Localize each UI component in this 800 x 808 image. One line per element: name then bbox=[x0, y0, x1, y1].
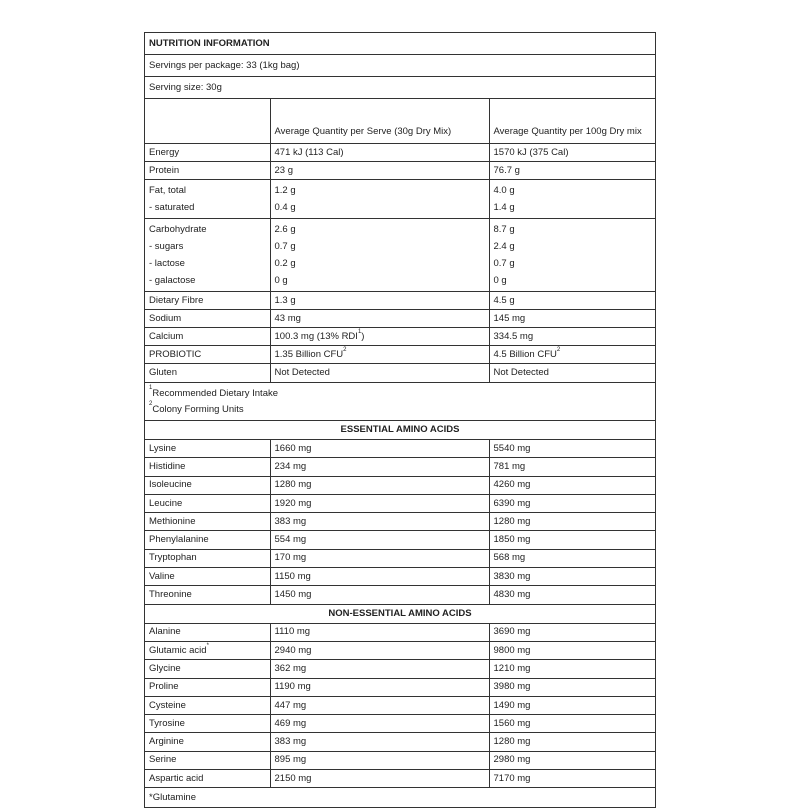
header-blank bbox=[145, 99, 270, 144]
per-100g-value: 4830 mg bbox=[489, 586, 655, 604]
nutrient-name: Glutamic acid* bbox=[145, 641, 270, 659]
table-row bbox=[145, 494, 655, 512]
per-serve-value: 383 mg bbox=[270, 733, 489, 751]
per-100g-value: 2.4 g bbox=[493, 241, 515, 252]
glutamine-note: *Glutamine bbox=[145, 788, 655, 808]
superscript: 1 bbox=[149, 384, 153, 391]
per-serve-value: 1280 mg bbox=[270, 476, 489, 494]
table-row bbox=[145, 641, 655, 659]
per-100g-value: 1490 mg bbox=[489, 696, 655, 714]
nutrient-name: Arginine bbox=[145, 733, 270, 751]
per-serve-value: 1450 mg bbox=[270, 586, 489, 604]
nutrition-table bbox=[145, 33, 655, 807]
table-row bbox=[145, 364, 655, 383]
superscript: 2 bbox=[343, 346, 347, 353]
per-100g-value: 334.5 mg bbox=[489, 328, 655, 346]
per-100g-value: 5540 mg bbox=[489, 440, 655, 458]
essential-amino-acids-title: ESSENTIAL AMINO ACIDS bbox=[145, 421, 655, 440]
table-row bbox=[145, 531, 655, 549]
per-100g-value: 1280 mg bbox=[489, 513, 655, 531]
per-100g-value: 568 mg bbox=[489, 549, 655, 567]
per-100g-value: 3690 mg bbox=[489, 623, 655, 641]
title-row bbox=[145, 33, 655, 55]
nutrient-name: - galactose bbox=[149, 275, 196, 286]
superscript: 2 bbox=[149, 400, 153, 407]
superscript: 2 bbox=[556, 346, 561, 353]
nutrient-name: Threonine bbox=[145, 586, 270, 604]
per-100g-value: 1850 mg bbox=[489, 531, 655, 549]
column-header-row bbox=[145, 99, 655, 144]
per-serve-value: 1.3 g bbox=[270, 292, 489, 310]
table-row bbox=[145, 440, 655, 458]
per-serve-value: 469 mg bbox=[270, 715, 489, 733]
per-serve-value: 2.6 g bbox=[274, 224, 296, 235]
nutrient-name: Methionine bbox=[145, 513, 270, 531]
per-100g-value: 781 mg bbox=[489, 458, 655, 476]
per-100g-value: 9800 mg bbox=[489, 641, 655, 659]
per-100g-value: 4.5 g bbox=[489, 292, 655, 310]
nutrient-name: Phenylalanine bbox=[145, 531, 270, 549]
superscript: 1 bbox=[357, 328, 362, 335]
nutrient-name: Dietary Fibre bbox=[145, 292, 270, 310]
per-100g-value: Not Detected bbox=[489, 364, 655, 383]
nutrient-name: - sugars bbox=[149, 241, 184, 252]
per-serve-value: 1150 mg bbox=[270, 568, 489, 586]
servings-per-package: Servings per package: 33 (1kg bag) bbox=[145, 55, 655, 77]
header-per-serve: Average Quantity per Serve (30g Dry Mix) bbox=[270, 99, 489, 144]
table-row bbox=[145, 770, 655, 788]
nutrient-name: Cysteine bbox=[145, 696, 270, 714]
nutrient-name: - saturated bbox=[149, 202, 195, 213]
per-serve-value: 170 mg bbox=[270, 549, 489, 567]
nutrient-name: Fat, total bbox=[149, 185, 186, 196]
per-100g-value: 1560 mg bbox=[489, 715, 655, 733]
per-serve-value: 2150 mg bbox=[270, 770, 489, 788]
per-100g-value: 3830 mg bbox=[489, 568, 655, 586]
table-row bbox=[145, 162, 655, 180]
per-100g-value: 8.7 g bbox=[493, 224, 515, 235]
per-serve-value: 23 g bbox=[270, 162, 489, 180]
per-serve-value: 234 mg bbox=[270, 458, 489, 476]
table-row bbox=[145, 568, 655, 586]
table-row bbox=[145, 586, 655, 604]
serving-size: Serving size: 30g bbox=[145, 77, 655, 99]
glutamine-note-row bbox=[145, 788, 655, 808]
per-100g-value: 1210 mg bbox=[489, 660, 655, 678]
nutrient-names bbox=[145, 219, 270, 292]
nutrient-name: Calcium bbox=[145, 328, 270, 346]
superscript: * bbox=[206, 642, 209, 649]
per-100g-value: 76.7 g bbox=[489, 162, 655, 180]
nutrient-name: Proline bbox=[145, 678, 270, 696]
table-row bbox=[145, 733, 655, 751]
nutrient-name: Glycine bbox=[145, 660, 270, 678]
per-serve-value: 0.7 g bbox=[274, 241, 296, 252]
per-100g-value: 4.0 g bbox=[493, 185, 515, 196]
per-serve-value: 383 mg bbox=[270, 513, 489, 531]
per-100g-value: 7170 mg bbox=[489, 770, 655, 788]
non-essential-amino-acids-title: NON-ESSENTIAL AMINO ACIDS bbox=[145, 604, 655, 623]
per-serve-value: 447 mg bbox=[270, 696, 489, 714]
table-row bbox=[145, 513, 655, 531]
nutrient-name: Protein bbox=[145, 162, 270, 180]
footnote: $^2$Colony Forming Units bbox=[149, 400, 244, 415]
per-100g-value: 1.4 g bbox=[493, 202, 515, 213]
per-100g-values bbox=[489, 219, 655, 292]
per-serve-value: 1.35 Billion CFU$^2$ bbox=[270, 346, 489, 364]
per-serve-value: 362 mg bbox=[270, 660, 489, 678]
table-row bbox=[145, 292, 655, 310]
carb-group-row bbox=[145, 219, 655, 292]
table-row bbox=[145, 715, 655, 733]
non-essential-amino-acids-title-row bbox=[145, 604, 655, 623]
nutrient-name: Serine bbox=[145, 751, 270, 769]
per-100g-value: 3980 mg bbox=[489, 678, 655, 696]
per-serve-value: 2940 mg bbox=[270, 641, 489, 659]
table-row bbox=[145, 751, 655, 769]
nutrition-panel bbox=[144, 32, 656, 808]
nutrient-name: Tyrosine bbox=[145, 715, 270, 733]
per-100g-value: 1570 kJ (375 Cal) bbox=[489, 144, 655, 162]
nutrient-name: Energy bbox=[145, 144, 270, 162]
per-100g-value: 4260 mg bbox=[489, 476, 655, 494]
per-100g-value: 1280 mg bbox=[489, 733, 655, 751]
per-serve-value: 1660 mg bbox=[270, 440, 489, 458]
nutrient-name: Aspartic acid bbox=[145, 770, 270, 788]
header-per-100g: Average Quantity per 100g Dry mix bbox=[489, 99, 655, 144]
nutrient-name: Isoleucine bbox=[145, 476, 270, 494]
footnote: $^1$Recommended Dietary Intake bbox=[149, 384, 279, 399]
per-100g-values bbox=[489, 180, 655, 219]
nutrient-name: Leucine bbox=[145, 494, 270, 512]
table-row bbox=[145, 678, 655, 696]
per-serve-value: 1190 mg bbox=[270, 678, 489, 696]
per-100g-value: 2980 mg bbox=[489, 751, 655, 769]
table-row bbox=[145, 144, 655, 162]
per-serve-value: 0.2 g bbox=[274, 258, 296, 269]
nutrient-name: Tryptophan bbox=[145, 549, 270, 567]
per-serve-value: 1110 mg bbox=[270, 623, 489, 641]
table-row bbox=[145, 310, 655, 328]
footnotes bbox=[145, 383, 655, 421]
nutrient-name: Sodium bbox=[145, 310, 270, 328]
nutrient-name: Alanine bbox=[145, 623, 270, 641]
nutrient-name: Valine bbox=[145, 568, 270, 586]
footnotes-row bbox=[145, 383, 655, 421]
per-serve-value: 0.4 g bbox=[274, 202, 296, 213]
per-serve-value: Not Detected bbox=[270, 364, 489, 383]
per-serve-value: 895 mg bbox=[270, 751, 489, 769]
per-100g-value: 4.5 Billion CFU$^2$ bbox=[489, 346, 655, 364]
per-serve-values bbox=[270, 180, 489, 219]
table-row bbox=[145, 549, 655, 567]
per-serve-values bbox=[270, 219, 489, 292]
table-row bbox=[145, 623, 655, 641]
table-row bbox=[145, 328, 655, 346]
nutrient-name: Lysine bbox=[145, 440, 270, 458]
per-serve-value: 471 kJ (113 Cal) bbox=[270, 144, 489, 162]
nutrient-name: Carbohydrate bbox=[149, 224, 207, 235]
nutrient-name: PROBIOTIC bbox=[145, 346, 270, 364]
table-row bbox=[145, 346, 655, 364]
nutrient-name: Histidine bbox=[145, 458, 270, 476]
per-serve-value: 554 mg bbox=[270, 531, 489, 549]
fat-group-row bbox=[145, 180, 655, 219]
table-row bbox=[145, 696, 655, 714]
per-100g-value: 0.7 g bbox=[493, 258, 515, 269]
per-serve-value: 43 mg bbox=[270, 310, 489, 328]
table-title: NUTRITION INFORMATION bbox=[145, 33, 655, 55]
per-100g-value: 145 mg bbox=[489, 310, 655, 328]
nutrient-name: - lactose bbox=[149, 258, 185, 269]
serving-size-row bbox=[145, 77, 655, 99]
table-row bbox=[145, 458, 655, 476]
servings-row bbox=[145, 55, 655, 77]
per-100g-value: 0 g bbox=[493, 275, 507, 286]
essential-amino-acids-title-row bbox=[145, 421, 655, 440]
per-serve-value: 1.2 g bbox=[274, 185, 296, 196]
per-serve-value: 1920 mg bbox=[270, 494, 489, 512]
nutrient-name: Gluten bbox=[145, 364, 270, 383]
per-100g-value: 6390 mg bbox=[489, 494, 655, 512]
per-serve-value: 0 g bbox=[274, 275, 288, 286]
table-row bbox=[145, 660, 655, 678]
table-row bbox=[145, 476, 655, 494]
per-serve-value: 100.3 mg (13% RDI$^1$) bbox=[270, 328, 489, 346]
nutrient-names bbox=[145, 180, 270, 219]
